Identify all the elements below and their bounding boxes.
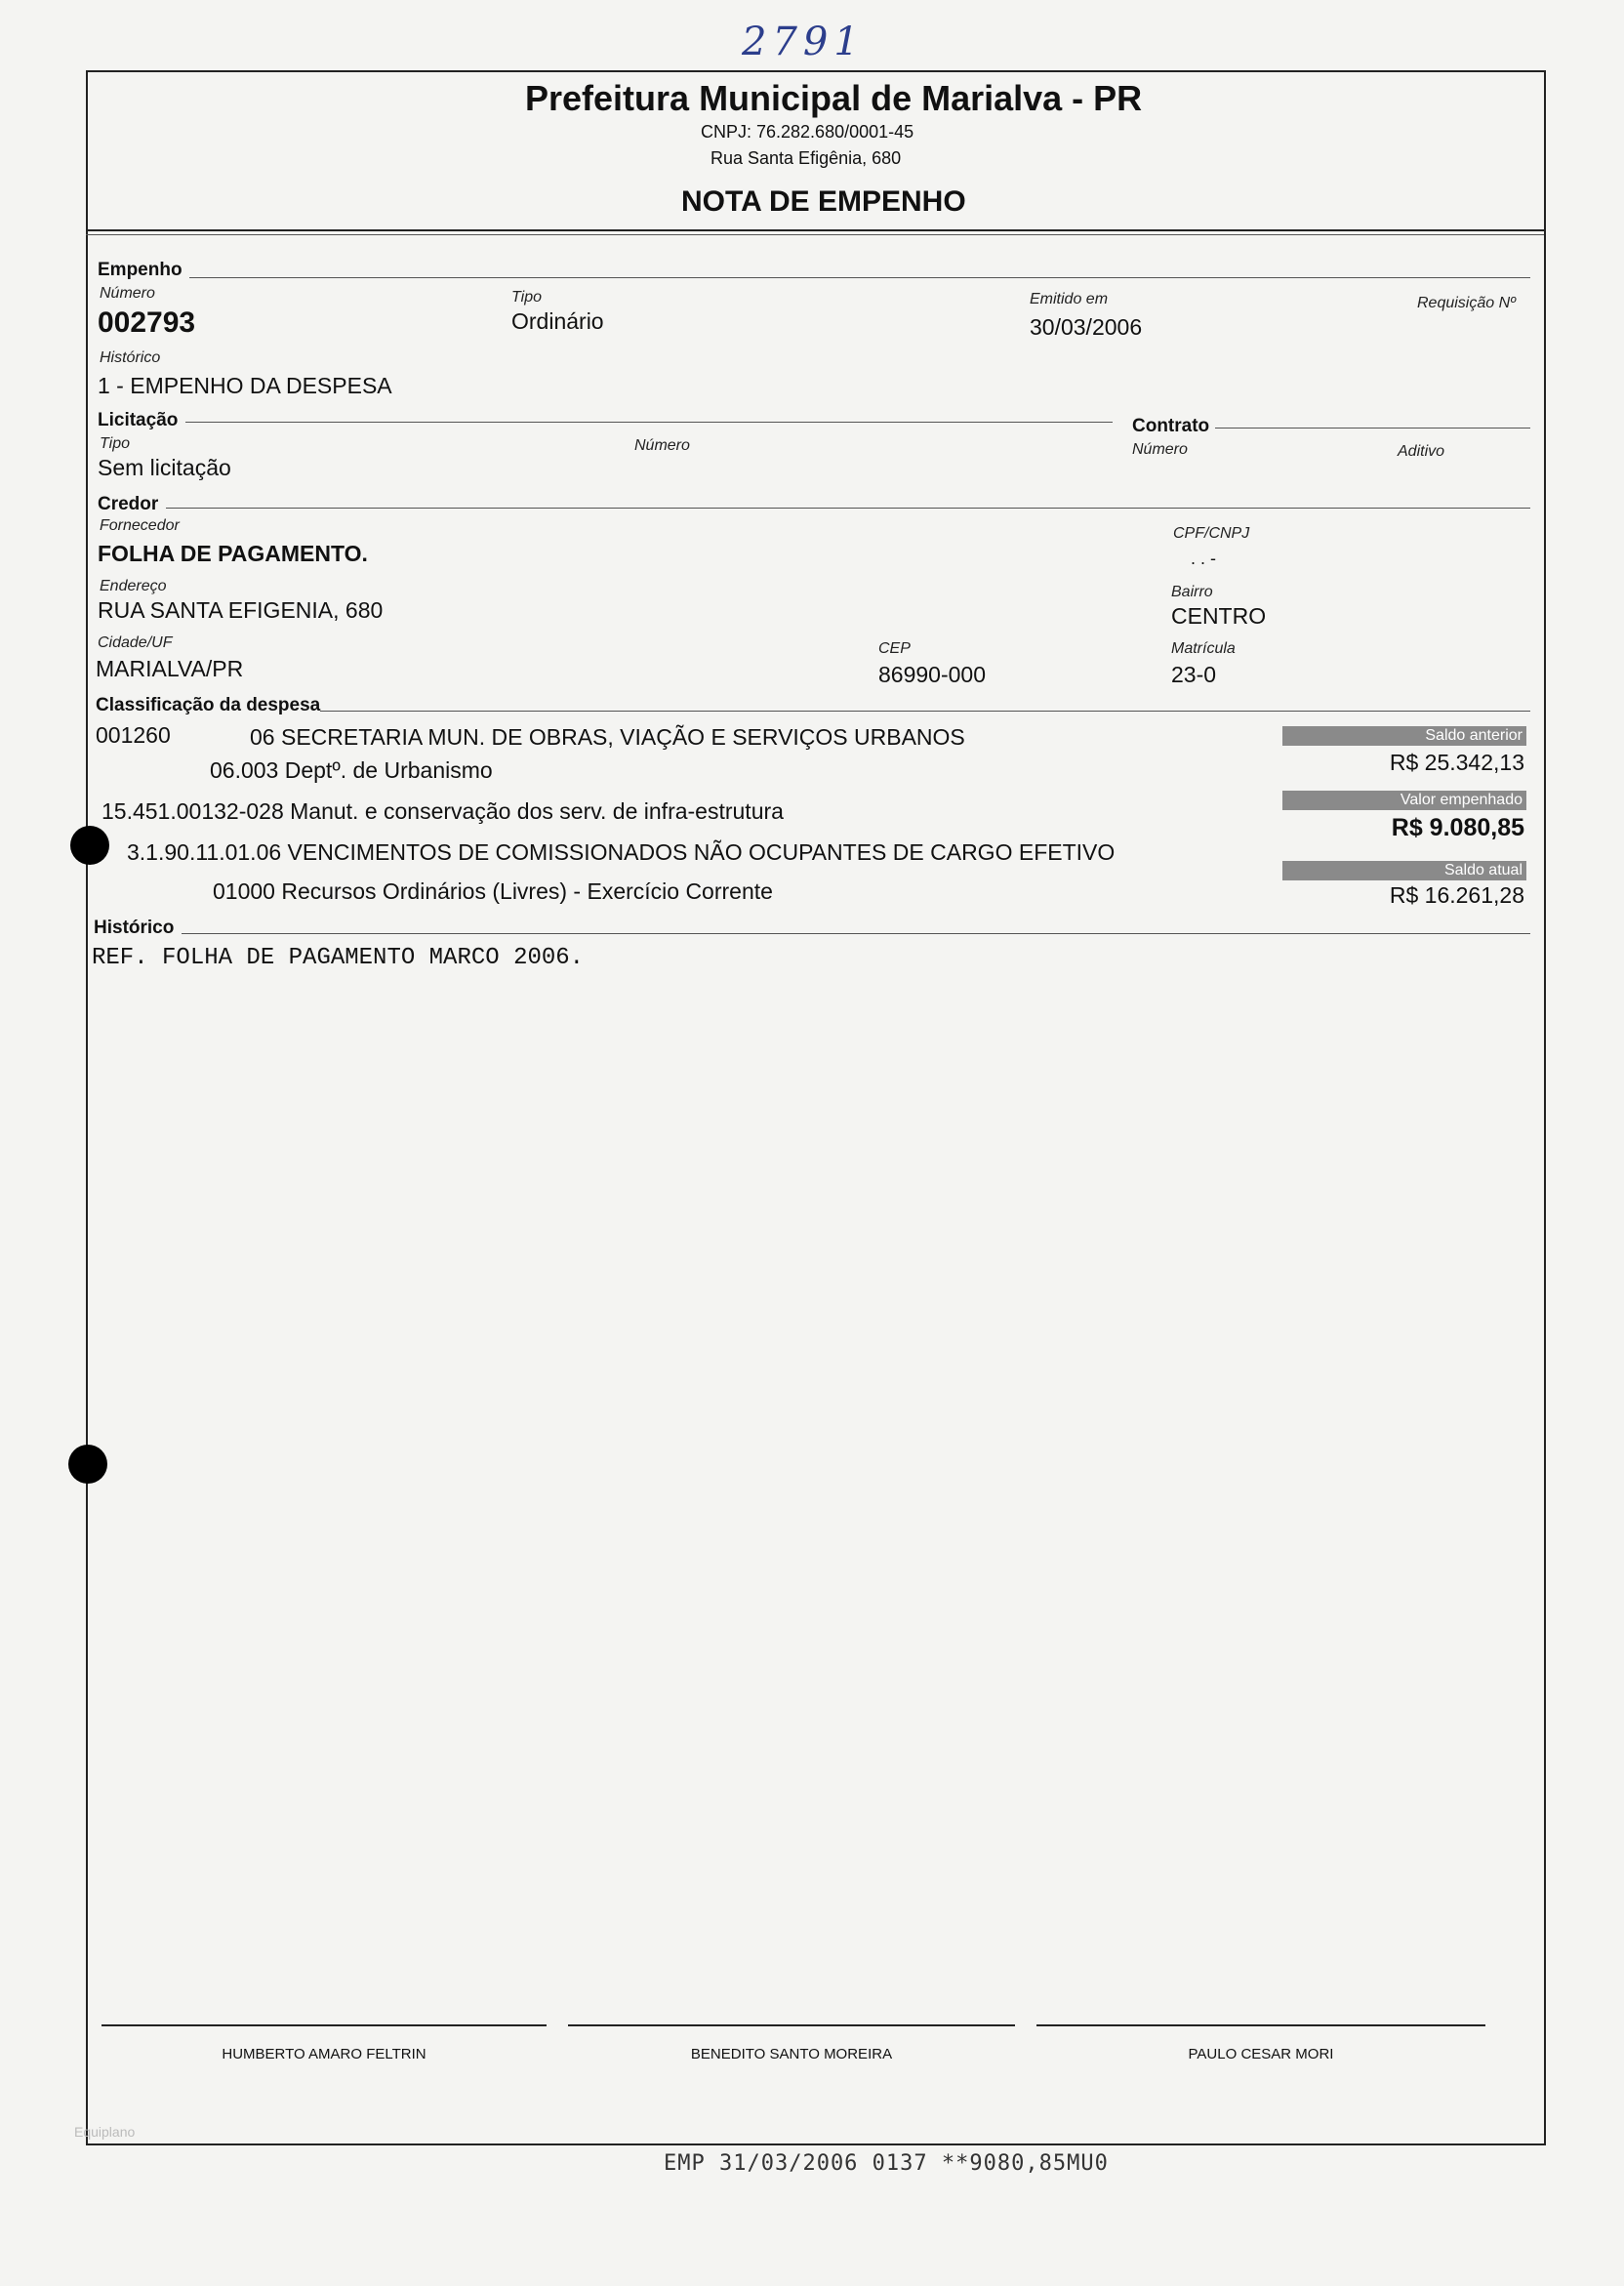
signature-name-3: PAULO CESAR MORI <box>1188 2046 1334 2062</box>
contrato-divider <box>1215 428 1530 429</box>
header-divider <box>86 229 1544 231</box>
emitido-label: Emitido em <box>1030 291 1109 307</box>
licitacao-tipo: Sem licitação <box>98 455 231 480</box>
signature-line-2 <box>568 2024 1015 2026</box>
header-divider-secondary <box>86 234 1544 235</box>
cidade: MARIALVA/PR <box>96 656 244 681</box>
cep-label: CEP <box>878 640 911 657</box>
bairro: CENTRO <box>1171 603 1267 629</box>
cidade-label: Cidade/UF <box>98 634 173 651</box>
classificacao-line5: 01000 Recursos Ordinários (Livres) - Exercício Corrente <box>213 878 773 904</box>
empenho-section-title: Empenho <box>98 260 183 280</box>
credor-section-title: Credor <box>98 494 159 514</box>
empenho-divider <box>189 277 1530 278</box>
fornecedor: FOLHA DE PAGAMENTO. <box>98 541 368 566</box>
endereco-label: Endereço <box>100 578 167 594</box>
classificacao-divider <box>320 711 1530 712</box>
empenho-tipo-label: Tipo <box>511 289 542 306</box>
saldo-atual-label: Saldo atual <box>1282 861 1526 880</box>
binder-hole-top <box>70 826 109 865</box>
classificacao-code: 001260 <box>96 722 171 748</box>
signature-line-3 <box>1036 2024 1485 2026</box>
endereco: RUA SANTA EFIGENIA, 680 <box>98 597 384 623</box>
licitacao-divider <box>185 422 1113 423</box>
valor-empenhado-value: R$ 9.080,85 <box>1391 814 1524 841</box>
requisicao-label: Requisição Nº <box>1417 295 1516 311</box>
classificacao-line4: 3.1.90.11.01.06 VENCIMENTOS DE COMISSIONADOS NÃO OCUPANTES DE CARGO EFETIVO <box>127 839 1116 865</box>
contrato-numero-label: Número <box>1132 441 1188 458</box>
contrato-aditivo-label: Aditivo <box>1398 443 1445 460</box>
binder-hole-bottom <box>68 1445 107 1484</box>
licitacao-numero-label: Número <box>634 437 690 454</box>
document-title: NOTA DE EMPENHO <box>681 185 966 218</box>
valor-empenhado-label: Valor empenhado <box>1282 791 1526 810</box>
signature-name-2: BENEDITO SANTO MOREIRA <box>690 2046 893 2062</box>
historico-divider <box>182 933 1530 934</box>
classificacao-line3: 15.451.00132-028 Manut. e conservação dos serv. de infra-estrutura <box>102 798 784 824</box>
address-text: Rua Santa Efigênia, 680 <box>710 148 902 168</box>
credor-divider <box>166 508 1530 509</box>
empenho-numero: 002793 <box>98 306 196 339</box>
matricula: 23-0 <box>1171 662 1217 687</box>
signature-line-1 <box>102 2024 547 2026</box>
classificacao-line1: 06 SECRETARIA MUN. DE OBRAS, VIAÇÃO E SERVIÇOS URBANOS <box>250 724 965 750</box>
licitacao-tipo-label: Tipo <box>100 435 130 452</box>
bairro-label: Bairro <box>1171 584 1213 600</box>
historico-text: REF. FOLHA DE PAGAMENTO MARCO 2006. <box>92 945 585 971</box>
saldo-anterior-value: R$ 25.342,13 <box>1389 750 1524 775</box>
footer-stamp: EMP 31/03/2006 0137 **9080,85MU0 <box>664 2151 1109 2176</box>
cpf-value: . . - <box>1191 549 1216 568</box>
contrato-section-title: Contrato <box>1132 416 1210 436</box>
page-title: Prefeitura Municipal de Marialva - PR <box>525 78 1143 118</box>
signature-name-1: HUMBERTO AMARO FELTRIN <box>222 2046 426 2062</box>
licitacao-section-title: Licitação <box>98 410 179 430</box>
handwritten-number: 2791 <box>742 20 865 64</box>
historico-section-title: Histórico <box>94 918 175 938</box>
cep: 86990-000 <box>878 662 986 687</box>
software-watermark: Equiplano <box>74 2124 136 2140</box>
saldo-anterior-label: Saldo anterior <box>1282 726 1526 746</box>
empenho-historico: 1 - EMPENHO DA DESPESA <box>98 373 392 398</box>
fornecedor-label: Fornecedor <box>100 517 180 534</box>
emitido-date: 30/03/2006 <box>1030 314 1143 340</box>
empenho-historico-label: Histórico <box>100 349 161 366</box>
cnpj-text: CNPJ: 76.282.680/0001-45 <box>701 122 914 142</box>
saldo-atual-value: R$ 16.261,28 <box>1389 882 1524 908</box>
matricula-label: Matrícula <box>1171 640 1236 657</box>
empenho-numero-label: Número <box>100 285 155 302</box>
cpf-label: CPF/CNPJ <box>1173 525 1250 542</box>
empenho-tipo: Ordinário <box>511 308 604 334</box>
classificacao-line2: 06.003 Deptº. de Urbanismo <box>210 757 493 783</box>
classificacao-section-title: Classificação da despesa <box>96 695 321 715</box>
